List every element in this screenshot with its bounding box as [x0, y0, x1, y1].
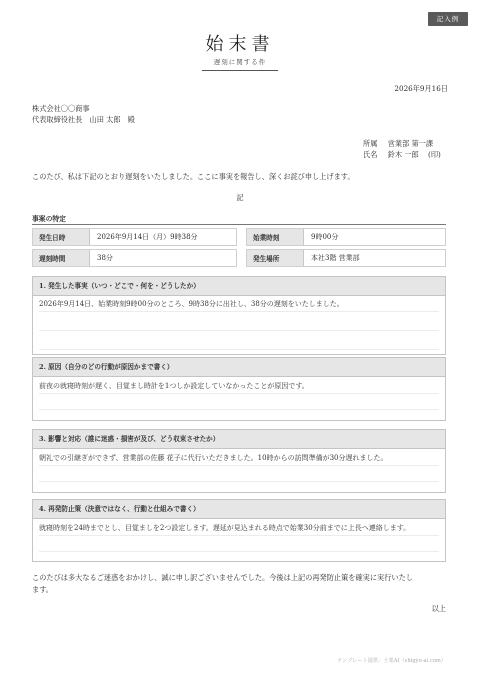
- fact-start-time: [246, 228, 446, 246]
- section-heading: 2. 原因（自分のどの行動が原因かまで書く）: [33, 358, 445, 377]
- fact-value: 9時00分: [311, 233, 339, 241]
- template-credit-footer: テンプレート提供：士業AI（shigyo-ai.com）: [337, 658, 446, 664]
- section-text: 就寝時刻を24時までとし、目覚ましを2つ設定します。遅延が見込まれる時点で始業30分前までに上長へ連絡します。: [39, 524, 411, 532]
- ruled-line: [39, 465, 439, 466]
- ruled-line: [39, 330, 439, 331]
- section-prevention: [32, 499, 446, 562]
- document-title: 始末書: [205, 34, 275, 55]
- facts-divider: [32, 224, 446, 225]
- sender-department-value: 営業部 第一課: [387, 139, 434, 148]
- fact-label: 遅刻時間: [33, 250, 90, 266]
- document-date: 2026年9月16日: [394, 84, 448, 93]
- ijou-marker: 以上: [431, 604, 446, 613]
- section-heading: 4. 再発防止策（決意ではなく、行動と仕組みで書く）: [33, 500, 445, 519]
- ruled-line: [39, 393, 439, 394]
- recipient-company: 株式会社〇〇商事: [32, 104, 90, 113]
- sender-department-label: 所属: [363, 139, 378, 148]
- seal-mark: (印): [428, 150, 441, 159]
- sender-name-label: 氏名: [363, 150, 378, 159]
- section-text: 前夜の就寝時刻が遅く、目覚まし時計を1つしか設定していなかったことが原因です。: [39, 382, 309, 390]
- ki-marker: 記: [236, 193, 244, 202]
- sample-badge: 記入例: [428, 12, 468, 26]
- fact-occurrence-datetime: [32, 228, 237, 246]
- ruled-line: [39, 311, 439, 312]
- section-impact: [32, 429, 446, 493]
- title-underline: [202, 70, 278, 71]
- fact-value: 2026年9月14日（月）9時38分: [97, 233, 198, 241]
- intro-text: このたび、私は下記のとおり遅刻をいたしました。ここに事実を報告し、深くお詫び申し上げます。: [32, 172, 355, 181]
- section-facts: [32, 276, 446, 355]
- section-text: 朝礼での引継ぎができず、営業部の佐藤 花子に代行いただきました。10時からの訪問準備が30分遅れました。: [39, 454, 388, 462]
- fact-value: 本社3階 営業部: [311, 254, 360, 262]
- document-subtitle: 遅刻に関する件: [213, 58, 267, 66]
- fact-label: 発生日時: [33, 229, 90, 245]
- fact-late-duration: [32, 249, 237, 267]
- closing-text-line-1: このたびは多大なるご迷惑をおかけし、誠に申し訳ございませんでした。今後は上記の再発防止策を確実に実行いたし: [32, 573, 413, 582]
- ruled-line: [39, 409, 439, 410]
- ruled-line: [39, 551, 439, 552]
- section-cause: [32, 357, 446, 421]
- ruled-line: [39, 481, 439, 482]
- sender-department: [363, 139, 448, 149]
- fact-value: 38分: [97, 254, 113, 262]
- ruled-line: [39, 349, 439, 350]
- closing-text-line-2: ます。: [32, 585, 53, 594]
- facts-heading: 事案の特定: [32, 215, 66, 223]
- fact-location: [246, 249, 446, 267]
- section-text: 2026年9月14日、始業時刻9時00分のところ、9時38分に出社し、38分の遅刻をいたしました。: [39, 300, 344, 308]
- sender-name-value: 鈴木 一郎: [387, 150, 419, 159]
- section-heading: 1. 発生した事実（いつ・どこで・何を・どうしたか）: [33, 277, 445, 296]
- fact-label: 発生場所: [247, 250, 304, 266]
- section-heading: 3. 影響と対応（誰に迷惑・損害が及び、どう収束させたか）: [33, 430, 445, 449]
- sender-name: [363, 150, 448, 160]
- fact-label: 始業時刻: [247, 229, 304, 245]
- recipient-name: 代表取締役社長 山田 太郎 殿: [32, 115, 135, 124]
- ruled-line: [39, 535, 439, 536]
